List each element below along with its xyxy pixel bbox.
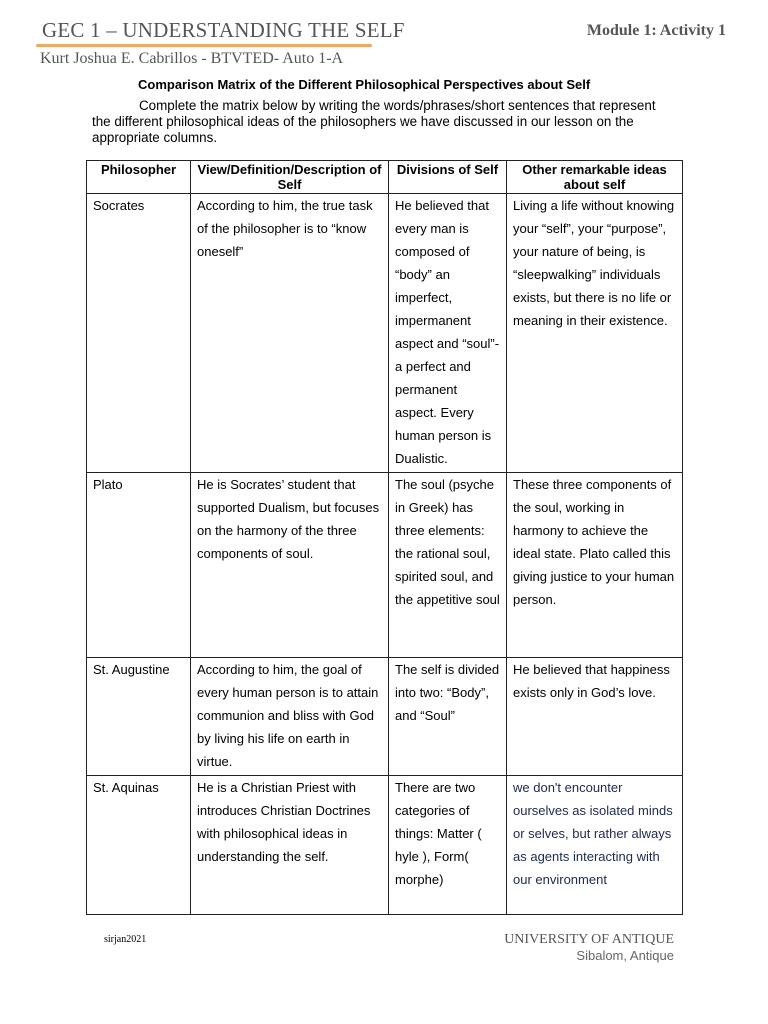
comparison-matrix [86,160,683,915]
instructions [92,98,672,146]
matrix-heading: Comparison Matrix of the Different Philosophical Perspectives about Self [138,77,591,92]
course-title: GEC 1 – UNDERSTANDING THE SELF [42,18,405,42]
table-row [87,473,683,658]
module-label: Module 1: Activity 1 [586,22,726,39]
university-name: UNIVERSITY OF ANTIQUE [504,932,674,947]
column-header-ideas: Other remarkable ideas about self [507,161,683,194]
ideas-cell: These three components of the soul, working in harmony to achieve the ideal state. Plato called this giving justice to your human person. [507,473,683,658]
ideas-cell: Living a life without knowing your “self”, your “purpose”, your nature of being, is “sleepwalking” individuals exists, but there is no life or meaning in their existence. [507,194,683,473]
view-cell: He is Socrates’ student that supported Dualism, but focuses on the harmony of the three components of soul. [191,473,389,658]
divisions-cell: He believed that every man is composed of “body” an imperfect, impermanent aspect and “soul”- a perfect and permanent aspect. Every human person is Dualistic. [389,194,507,473]
footer-code: sirjan2021 [104,934,147,945]
student-info: Kurt Joshua E. Cabrillos - BTVTED- Auto 1-A [40,50,344,67]
column-header-view: View/Definition/Description of Self [191,161,389,194]
philosopher-cell: Socrates [87,194,191,473]
column-header-divisions: Divisions of Self [389,161,507,194]
column-header-philosopher: Philosopher [87,161,191,194]
table-row [87,776,683,915]
divisions-cell: The soul (psyche in Greek) has three elements: the rational soul, spirited soul, and the appetitive soul [389,473,507,658]
table-row [87,194,683,473]
philosopher-cell: St. Aquinas [87,776,191,915]
ideas-cell: we don't encounter ourselves as isolated minds or selves, but rather always as agents interacting with our environment [507,776,683,915]
header-row [87,161,683,194]
instructions-text: Complete the matrix below by writing the words/phrases/short sentences that represent the different philosophical ideas of the philosophers we have discussed in our lesson on the appropriate columns. [92,98,656,145]
view-cell: According to him, the goal of every human person is to attain communion and bliss with God by living his life on earth in virtue. [191,658,389,776]
view-cell: He is a Christian Priest with introduces Christian Doctrines with philosophical ideas in understanding the self. [191,776,389,915]
university-location: Sibalom, Antique [576,948,674,963]
philosopher-cell: Plato [87,473,191,658]
divisions-cell: There are two categories of things: Matter ( hyle ), Form( morphe) [389,776,507,915]
title-underline [36,44,372,47]
table-row [87,658,683,776]
ideas-cell: He believed that happiness exists only in God’s love. [507,658,683,776]
divisions-cell: The self is divided into two: “Body”, and “Soul” [389,658,507,776]
view-cell: According to him, the true task of the philosopher is to “know oneself” [191,194,389,473]
philosopher-cell: St. Augustine [87,658,191,776]
